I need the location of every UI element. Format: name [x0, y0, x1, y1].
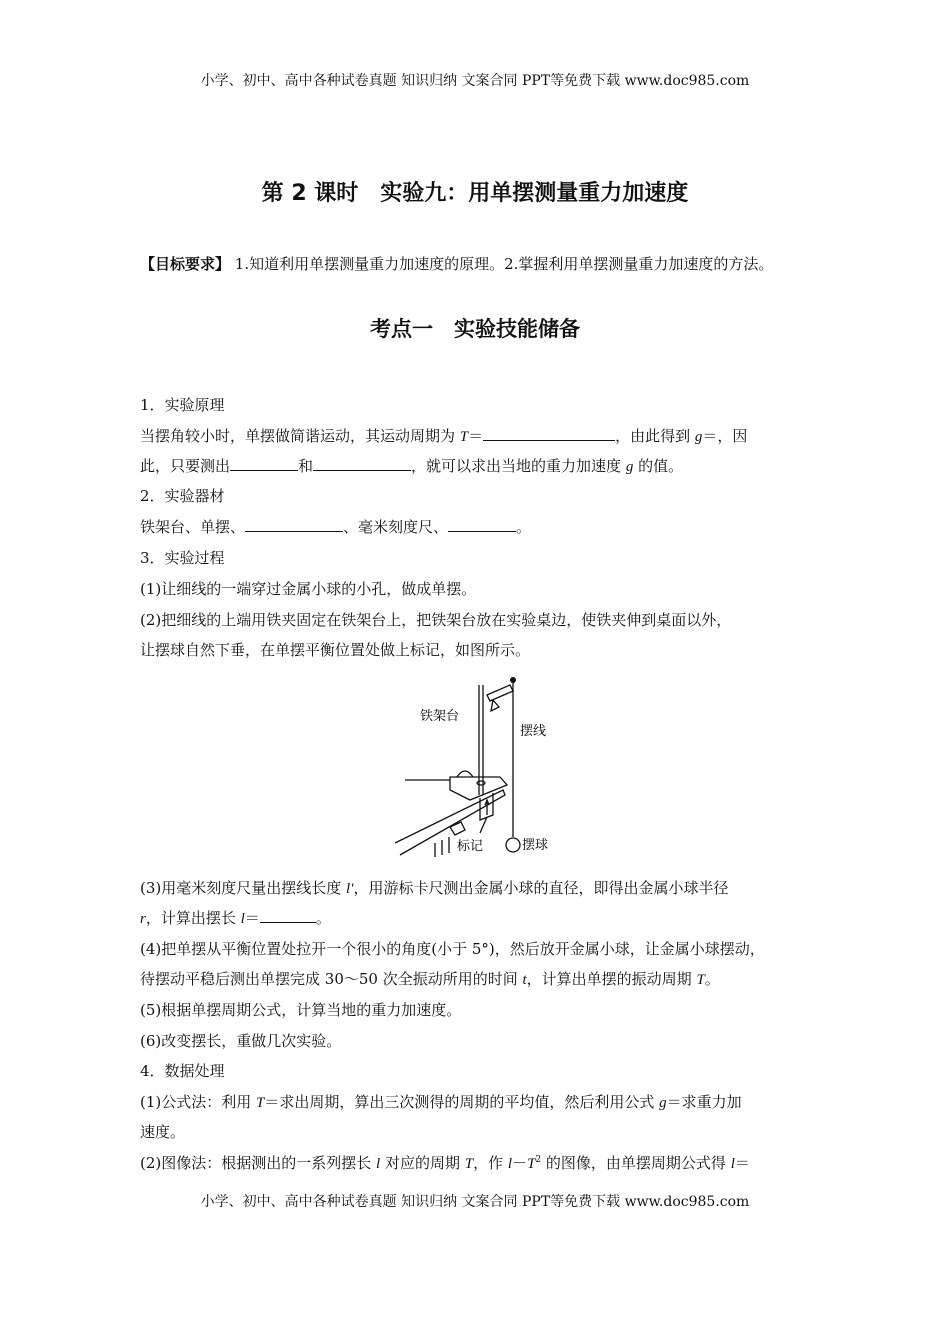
page-footer: 小学、初中、高中各种试卷真题 知识归纳 文案合同 PPT等免费下载 www.doc985.com [200, 1194, 750, 1210]
page-title: 第 2 课时 实验九：用单摆测量重力加速度 [261, 181, 689, 206]
blank [483, 426, 615, 441]
line: (4)把单摆从平衡位置处拉开一个很小的角度(小于 5°)，然后放开金属小球，让金属小球摆动， [140, 940, 765, 958]
line: 让摆球自然下垂，在单摆平衡位置处做上标记，如图所示。 [140, 641, 531, 659]
line: 4．数据处理 [140, 1062, 225, 1080]
blank [448, 517, 516, 532]
line: (6)改变摆长，重做几次实验。 [140, 1032, 342, 1050]
goal-text: 1.知道利用单摆测量重力加速度的原理。2.掌握利用单摆测量重力加速度的方法。 [230, 255, 774, 273]
line: (5)根据单摆周期公式，计算当地的重力加速度。 [140, 1001, 462, 1019]
pendulum-figure [395, 665, 565, 860]
blank [245, 517, 343, 532]
line: 3．实验过程 [140, 549, 225, 567]
line: 速度。 [140, 1123, 186, 1141]
label-ball: 摆球 [522, 838, 549, 853]
line: 1．实验原理 [140, 396, 225, 414]
line: (2)图像法：根据测出的一系列摆长 l 对应的周期 T，作 $l-T^2$ 的图像，由单摆周期公式得 l＝ [140, 1154, 750, 1172]
line: 此，只要测出 和 ，就可以求出当地的重力加速度 g 的值。 [140, 457, 684, 475]
blank [260, 908, 316, 923]
line: (2)把细线的上端用铁夹固定在铁架台上，把铁架台放在实验桌边，使铁夹伸到桌面以外， [140, 611, 732, 629]
line: (3)用毫米刻度尺量出摆线长度 l′，用游标卡尺测出金属小球的直径，即得出金属小球半径 [140, 879, 729, 897]
page-header: 小学、初中、高中各种试卷真题 知识归纳 文案合同 PPT等免费下载 www.doc985.com [200, 73, 750, 89]
line: (1)让细线的一端穿过金属小球的小孔，做成单摆。 [140, 580, 477, 598]
line: r，计算出摆长 l＝ 。 [140, 909, 331, 927]
label-stand: 铁架台 [420, 709, 460, 724]
goal [140, 253, 773, 274]
blank [230, 456, 298, 471]
label-string: 摆线 [520, 724, 547, 739]
section-heading: 考点一 实验技能储备 [370, 317, 580, 341]
label-mark: 标记 [457, 839, 484, 854]
line: 当摆角较小时，单摆做简谐运动，其运动周期为 T＝ ，由此得到 g＝，因 [140, 427, 748, 445]
line: 待摆动平稳后测出单摆完成 30～50 次全振动所用的时间 t，计算出单摆的振动周期 T。 [140, 970, 720, 988]
line: 铁架台、单摆、 、毫米刻度尺、 。 [140, 518, 532, 536]
blank [313, 456, 411, 471]
goal-label: 【目标要求】 [140, 255, 231, 273]
line: 2．实验器材 [140, 487, 225, 505]
line: (1)公式法：利用 T＝求出周期，算出三次测得的周期的平均值，然后利用公式 g＝求重力加 [140, 1093, 742, 1111]
